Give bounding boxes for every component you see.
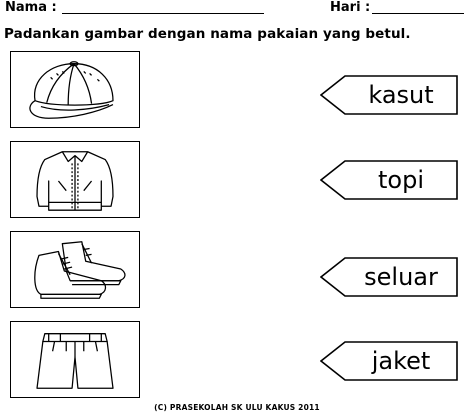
word-tag-3[interactable] [320, 257, 458, 297]
word-label: topi [378, 166, 424, 194]
picture-box-shoes [10, 231, 140, 308]
name-label: Nama : [5, 0, 57, 15]
day-label: Hari : [330, 0, 371, 15]
word-label: seluar [364, 263, 438, 291]
cap-icon [11, 52, 139, 127]
picture-box-cap [10, 51, 140, 128]
word-tag-2[interactable] [320, 160, 458, 200]
word-label: jaket [371, 347, 431, 375]
shorts-icon [11, 322, 139, 397]
copyright-footer: (C) PRASEKOLAH SK ULU KAKUS 2011 [154, 403, 320, 412]
jacket-icon [11, 142, 139, 217]
instruction-text: Padankan gambar dengan nama pakaian yang betul. [4, 26, 411, 42]
picture-box-shorts [10, 321, 140, 398]
name-field-line[interactable] [62, 13, 264, 14]
shoes-icon [11, 232, 139, 307]
word-label: kasut [368, 81, 434, 109]
word-tag-4[interactable] [320, 341, 458, 381]
day-field-line[interactable] [372, 13, 464, 14]
word-tag-1[interactable] [320, 75, 458, 115]
picture-box-jacket [10, 141, 140, 218]
